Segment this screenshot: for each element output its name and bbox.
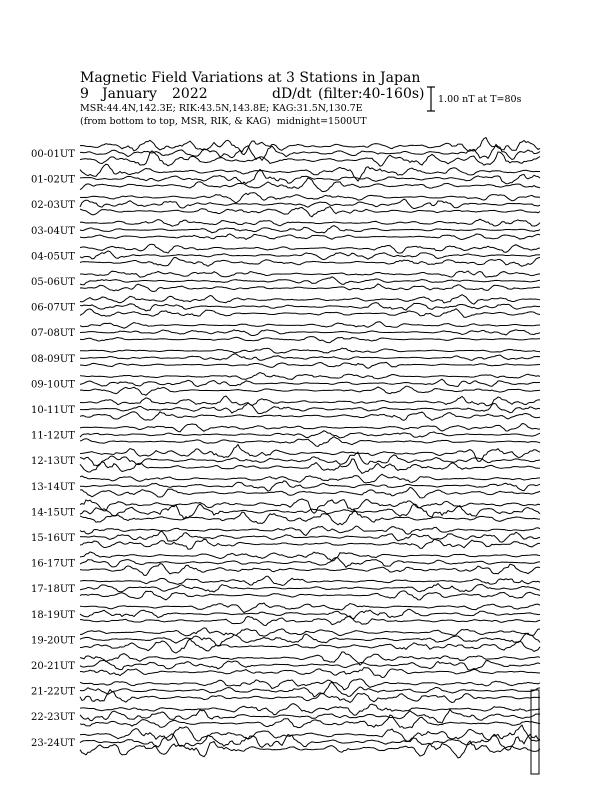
row-label-07-08UT: 07-08UT [31,328,75,340]
order-note: (from bottom to top, MSR, RIK, & KAG) [80,116,271,127]
end-marker-box [531,690,539,774]
trace-12-13UT-RIK [80,452,540,466]
filter-label: (filter:40-160s) [318,86,425,102]
trace-03-04UT-MSR [80,234,540,240]
stations-line: MSR:44.4N,142.3E; RIK:43.5N,143.8E; KAG:31.5N,130.7E [80,103,363,114]
trace-05-06UT-KAG [80,271,540,277]
trace-21-22UT-MSR [80,690,540,703]
row-label-10-11UT: 10-11UT [31,405,75,416]
date-day: 9 [80,86,89,102]
trace-11-12UT-RIK [80,431,540,438]
trace-20-21UT-MSR [80,668,540,678]
trace-17-18UT-RIK [80,584,540,592]
trace-13-14UT-RIK [80,481,540,491]
trace-12-13UT-MSR [80,459,540,473]
row-label-23-24UT: 23-24UT [31,737,75,749]
trace-15-16UT-KAG [80,526,540,535]
row-label-12-13UT: 12-13UT [31,456,75,468]
trace-21-22UT-KAG [80,679,540,690]
row-label-03-04UT: 03-04UT [31,225,75,237]
date-year: 2022 [172,86,208,102]
row-label-19-20UT: 19-20UT [31,635,75,647]
row-label-17-18UT: 17-18UT [31,584,75,596]
row-label-02-03UT: 02-03UT [31,200,75,212]
row-label-14-15UT: 14-15UT [31,507,75,519]
trace-07-08UT-RIK [80,330,540,336]
trace-15-16UT-MSR [80,539,540,549]
trace-04-05UT-MSR [80,257,540,266]
trace-02-03UT-KAG [80,193,540,203]
trace-19-20UT-RIK [80,633,540,646]
trace-13-14UT-MSR [80,487,540,497]
trace-22-23UT-RIK [80,709,540,723]
trace-10-11UT-MSR [80,412,540,421]
trace-16-17UT-KAG [80,552,540,561]
chart-title: Magnetic Field Variations at 3 Stations in Japan [80,70,421,86]
trace-09-10UT-KAG [80,373,540,380]
row-label-00-01UT: 00-01UT [31,149,75,160]
trace-05-06UT-MSR [80,284,540,292]
trace-20-21UT-RIK [80,660,540,670]
trace-08-09UT-RIK [80,354,540,360]
trace-11-12UT-MSR [80,437,540,447]
row-label-06-07UT: 06-07UT [31,302,75,314]
trace-07-08UT-MSR [80,337,540,343]
trace-11-12UT-KAG [80,424,540,432]
trace-22-23UT-KAG [80,704,540,715]
trace-17-18UT-MSR [80,591,540,600]
trace-03-04UT-KAG [80,219,540,226]
trace-18-19UT-KAG [80,603,540,613]
trace-17-18UT-KAG [80,576,540,585]
trace-19-20UT-KAG [80,628,540,636]
row-label-22-23UT: 22-23UT [31,712,75,724]
row-label-01-02UT: 01-02UT [31,174,75,186]
row-label-21-22UT: 21-22UT [31,686,75,698]
trace-02-03UT-MSR [80,207,540,217]
trace-10-11UT-RIK [80,403,540,414]
trace-14-15UT-MSR [80,510,540,525]
row-label-18-19UT: 18-19UT [31,609,75,621]
row-label-11-12UT: 11-12UT [31,430,75,442]
trace-18-19UT-MSR [80,616,540,626]
scale-bar-label: 1.00 nT at T=80s [438,94,522,105]
trace-09-10UT-RIK [80,379,540,386]
trace-06-07UT-RIK [80,303,540,311]
trace-07-08UT-KAG [80,322,540,328]
row-label-13-14UT: 13-14UT [31,481,75,493]
trace-06-07UT-KAG [80,295,540,304]
trace-08-09UT-MSR [80,362,540,368]
trace-18-19UT-RIK [80,609,540,618]
date-month: January [102,86,157,102]
row-label-04-05UT: 04-05UT [31,251,75,263]
trace-13-14UT-KAG [80,474,540,483]
trace-08-09UT-KAG [80,348,540,353]
row-label-09-10UT: 09-10UT [31,379,75,391]
trace-14-15UT-KAG [80,499,540,513]
row-label-16-17UT: 16-17UT [31,558,75,570]
row-label-05-06UT: 05-06UT [31,277,75,288]
midnight-note: midnight=1500UT [276,116,367,127]
trace-16-17UT-RIK [80,558,540,568]
trace-16-17UT-MSR [80,564,540,576]
row-label-15-16UT: 15-16UT [31,533,75,544]
row-label-20-21UT: 20-21UT [31,661,75,672]
quantity-label: dD/dt [272,86,312,102]
trace-05-06UT-RIK [80,277,540,285]
trace-09-10UT-MSR [80,386,540,395]
row-label-08-09UT: 08-09UT [31,353,75,365]
trace-10-11UT-KAG [80,396,540,406]
trace-03-04UT-RIK [80,226,540,233]
trace-02-03UT-RIK [80,199,540,209]
trace-04-05UT-KAG [80,244,540,253]
trace-23-24UT-KAG [80,725,540,742]
trace-04-05UT-RIK [80,251,540,260]
